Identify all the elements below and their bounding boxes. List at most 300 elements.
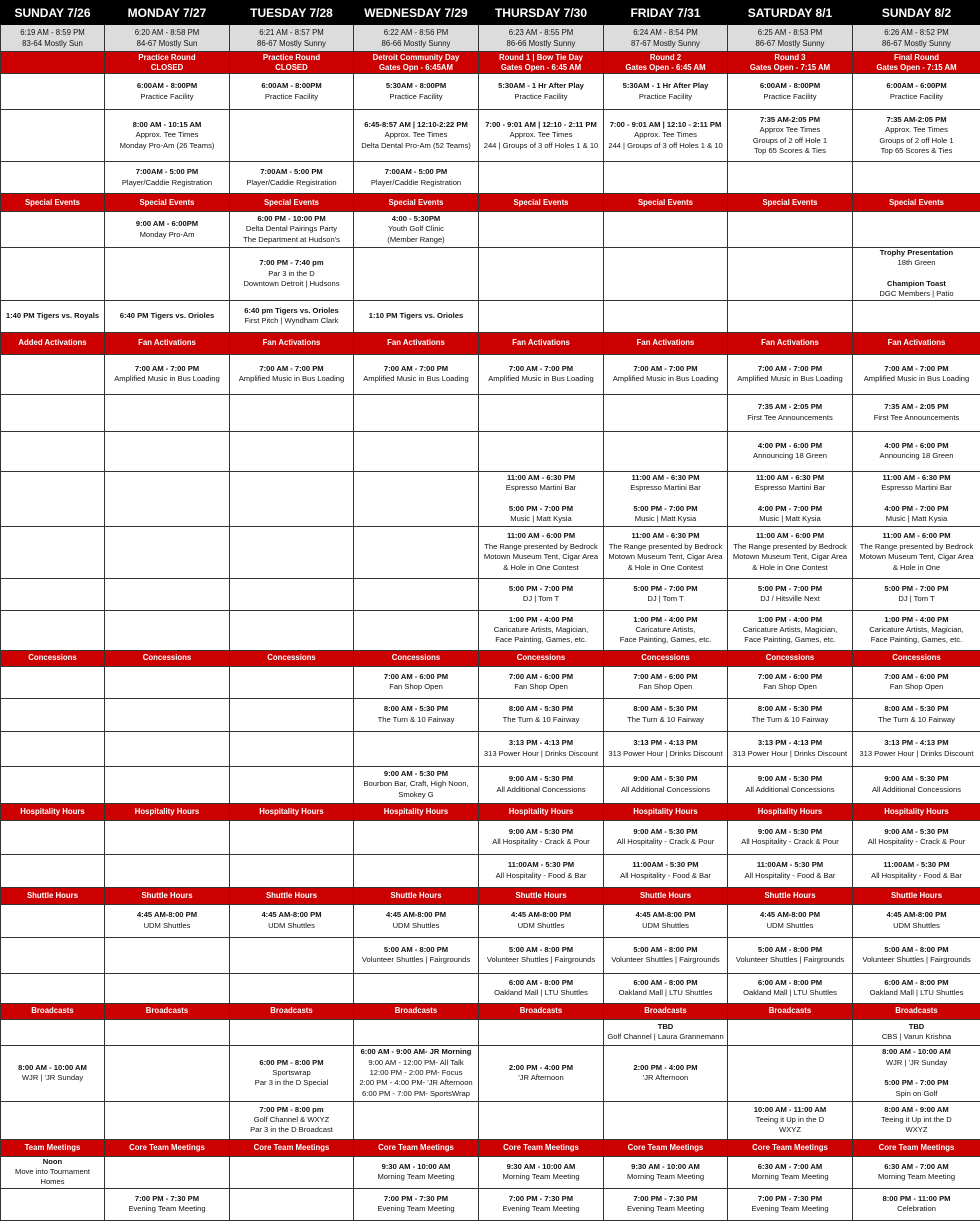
event-time: TBD: [855, 1022, 978, 1032]
section-label: Broadcasts: [31, 1006, 73, 1015]
schedule-cell: [354, 766, 479, 803]
section-label: Fan Activations: [512, 338, 570, 347]
section-label: Concessions: [892, 653, 941, 662]
schedule-row: [1, 471, 980, 526]
event-detail: Monday Pro-Am: [107, 230, 227, 240]
event-detail: Approx. Tee Times: [855, 125, 978, 135]
schedule-cell: [105, 1045, 230, 1101]
schedule-cell: [479, 666, 604, 698]
event-detail: Celebration: [855, 1204, 978, 1214]
event-detail: Player/Caddie Registration: [232, 178, 351, 188]
event-time: 1:10 PM Tigers vs. Orioles: [356, 311, 476, 321]
schedule-cell: [1, 110, 105, 162]
event-time: 9:00 AM - 5:30 PM: [481, 827, 601, 837]
event-detail: Golf Channel | Laura Grannemann: [606, 1032, 725, 1042]
schedule-cell: [1, 1101, 105, 1139]
section-label: Special Events: [139, 198, 194, 207]
section-label: Core Team Meetings: [752, 1143, 828, 1152]
schedule-cell: [479, 937, 604, 973]
section-label: Gates Open - 7:15 AM: [876, 63, 956, 72]
section-header-cell: [105, 887, 230, 904]
event-time: 6:00 AM - 8:00 PM: [606, 978, 725, 988]
schedule-cell: [479, 1045, 604, 1101]
schedule-cell: [105, 766, 230, 803]
section-label: Special Events: [388, 198, 443, 207]
schedule-cell: [105, 1188, 230, 1220]
section-label: Shuttle Hours: [891, 891, 942, 900]
section-label: Concessions: [267, 653, 316, 662]
schedule-cell: [728, 354, 853, 394]
event-detail: Practice Facility: [481, 92, 601, 102]
sun-times: 6:25 AM - 8:53 PM: [758, 28, 823, 37]
event-detail: 'JR Afternoon: [481, 1073, 601, 1083]
event-time: 5:00 PM - 7:00 PM: [481, 584, 601, 594]
schedule-cell: [853, 820, 980, 854]
schedule-cell: [728, 820, 853, 854]
event-time: 7:00 PM - 7:30 PM: [481, 1194, 601, 1204]
event-time: 11:00 AM - 6:30 PM: [606, 531, 725, 541]
event-detail: Practice Facility: [606, 92, 725, 102]
schedule-cell: [1, 854, 105, 887]
schedule-cell: [853, 766, 980, 803]
schedule-cell: [230, 1045, 354, 1101]
weather-cell: [604, 25, 728, 52]
schedule-cell: [1, 1156, 105, 1188]
schedule-cell: [853, 1019, 980, 1045]
event-detail: & Hole in One Contest: [730, 563, 850, 573]
section-label: Concessions: [143, 653, 192, 662]
schedule-cell: [604, 394, 728, 431]
section-header-cell: [479, 1003, 604, 1019]
schedule-cell: [604, 162, 728, 194]
section-header-row: [1, 803, 980, 820]
event-detail: The Range presented by Bedrock: [606, 542, 725, 552]
event-detail: Espresso Martini Bar: [855, 483, 978, 493]
event-time: 7:00 AM - 7:00 PM: [855, 364, 978, 374]
event-detail: Par 3 in the D Broadcast: [232, 1125, 351, 1135]
section-label: Hospitality Hours: [633, 807, 698, 816]
event-detail: Motown Museum Tent, Cigar Area: [606, 552, 725, 562]
event-time: 9:00 AM - 5:30 PM: [855, 774, 978, 784]
section-label: Hospitality Hours: [135, 807, 200, 816]
event-detail: Oakland Mall | LTU Shuttles: [481, 988, 601, 998]
event-detail: 313 Power Hour | Drinks Discount: [481, 749, 601, 759]
schedule-cell: [604, 354, 728, 394]
schedule-cell: [230, 973, 354, 1003]
event-time: 6:00AM - 8:00PM: [232, 81, 351, 91]
event-time: 6:30 AM - 7:00 AM: [855, 1162, 978, 1172]
section-header-cell: [230, 52, 354, 74]
schedule-cell: [354, 820, 479, 854]
schedule-cell: [604, 610, 728, 650]
schedule-cell: [1, 973, 105, 1003]
schedule-cell: [1, 431, 105, 471]
section-header-cell: [853, 194, 980, 212]
event-time: 7:00AM - 5:00 PM: [107, 167, 227, 177]
schedule-row: [1, 698, 980, 731]
schedule-cell: [728, 471, 853, 526]
schedule-cell: [1, 666, 105, 698]
event-detail: Amplified Music in Bus Loading: [232, 374, 351, 384]
section-header-cell: [479, 52, 604, 74]
event-time: 3:13 PM - 4:13 PM: [730, 738, 850, 748]
section-label: Fan Activations: [138, 338, 196, 347]
weather-cell: [354, 25, 479, 52]
schedule-row: [1, 394, 980, 431]
event-detail: 6:00 PM - 7:00 PM- SportsWrap: [356, 1089, 476, 1099]
event-time: 4:45 AM-8:00 PM: [606, 910, 725, 920]
event-detail: WJR | 'JR Sunday: [855, 1058, 978, 1068]
section-label: Shuttle Hours: [390, 891, 441, 900]
event-detail: Delta Dental Pro-Am (52 Teams): [356, 141, 476, 151]
section-label: Shuttle Hours: [27, 891, 78, 900]
event-time: 7:00 AM - 6:00 PM: [855, 672, 978, 682]
section-header-cell: [1, 52, 105, 74]
event-time: 9:00 AM - 5:30 PM: [606, 827, 725, 837]
schedule-cell: [479, 1156, 604, 1188]
schedule-cell: [479, 74, 604, 110]
event-detail: Morning Team Meeting: [855, 1172, 978, 1182]
schedule-cell: [1, 162, 105, 194]
schedule-cell: [728, 394, 853, 431]
schedule-cell: [728, 110, 853, 162]
event-detail: Fan Shop Open: [855, 682, 978, 692]
section-label: Shuttle Hours: [141, 891, 192, 900]
schedule-cell: [728, 1188, 853, 1220]
schedule-cell: [479, 471, 604, 526]
section-label: Broadcasts: [895, 1006, 937, 1015]
event-time: 7:00 AM - 6:00 PM: [606, 672, 725, 682]
event-detail: Teeing it Up int the D: [855, 1115, 978, 1125]
event-detail: UDM Shuttles: [730, 921, 850, 931]
event-detail: Evening Team Meeting: [481, 1204, 601, 1214]
event-detail: Top 65 Scores & Ties: [855, 146, 978, 156]
event-time: 4:45 AM-8:00 PM: [855, 910, 978, 920]
section-header-cell: [728, 332, 853, 354]
event-detail: Downtown Detroit | Hudsons: [232, 279, 351, 289]
schedule-cell: [230, 300, 354, 332]
event-detail: Music | Matt Kysia: [606, 514, 725, 524]
section-header-cell: [853, 52, 980, 74]
event-detail: Morning Team Meeting: [730, 1172, 850, 1182]
section-label: Gates Open - 7:15 AM: [750, 63, 830, 72]
event-detail: All Additional Concessions: [855, 785, 978, 795]
event-time: 6:00 AM - 8:00 PM: [730, 978, 850, 988]
event-detail: UDM Shuttles: [606, 921, 725, 931]
schedule-cell: [1, 904, 105, 937]
schedule-cell: [105, 610, 230, 650]
schedule-cell: [604, 74, 728, 110]
event-detail: Caricature Artists,: [606, 625, 725, 635]
event-detail: First Pitch | Wyndham Clark: [232, 316, 351, 326]
section-label: Special Events: [889, 198, 944, 207]
schedule-cell: [728, 731, 853, 766]
schedule-cell: [230, 431, 354, 471]
section-label: Concessions: [28, 653, 77, 662]
section-header-cell: [728, 887, 853, 904]
schedule-cell: [230, 471, 354, 526]
schedule-cell: [105, 394, 230, 431]
schedule-cell: [728, 526, 853, 578]
section-label: Core Team Meetings: [378, 1143, 454, 1152]
line-gap: [730, 494, 850, 504]
event-time: 2:00 PM - 4:00 PM: [606, 1063, 725, 1073]
section-header-cell: [604, 887, 728, 904]
section-label: Core Team Meetings: [254, 1143, 330, 1152]
event-time: 4:00 PM - 7:00 PM: [855, 504, 978, 514]
event-detail: Music | Matt Kysia: [855, 514, 978, 524]
event-detail: Motown Museum Tent, Cigar Area: [855, 552, 978, 562]
schedule-row: [1, 526, 980, 578]
sun-times: 6:22 AM - 8:56 PM: [384, 28, 449, 37]
event-detail: 244 | Groups of 3 off Holes 1 & 10: [606, 141, 725, 151]
event-time: 8:00 AM - 5:30 PM: [855, 704, 978, 714]
schedule-cell: [479, 610, 604, 650]
event-time: 7:00 AM - 7:00 PM: [232, 364, 351, 374]
schedule-cell: [354, 74, 479, 110]
event-detail: Announcing 18 Green: [730, 451, 850, 461]
event-time: 6:40 PM Tigers vs. Orioles: [107, 311, 227, 321]
event-detail: 2:00 PM - 4:00 PM- 'JR Afternoon: [356, 1078, 476, 1088]
schedule-cell: [1, 248, 105, 301]
schedule-cell: [853, 578, 980, 610]
schedule-row: [1, 578, 980, 610]
schedule-cell: [354, 1156, 479, 1188]
event-detail: Practice Facility: [356, 92, 476, 102]
event-detail: The Turn & 10 Fairway: [730, 715, 850, 725]
schedule-cell: [230, 820, 354, 854]
event-time: 7:00 PM - 8:00 pm: [232, 1105, 351, 1115]
schedule-cell: [604, 1019, 728, 1045]
event-detail: DJ | Tom T: [481, 594, 601, 604]
section-header-cell: [230, 803, 354, 820]
schedule-cell: [105, 162, 230, 194]
schedule-cell: [354, 1101, 479, 1139]
section-header-row: [1, 887, 980, 904]
event-detail: Music | Matt Kysia: [730, 514, 850, 524]
schedule-cell: [105, 354, 230, 394]
event-detail: All Additional Concessions: [606, 785, 725, 795]
event-time: 6:00 PM - 8:00 PM: [232, 1058, 351, 1068]
event-time: 7:00 - 9:01 AM | 12:10 - 2:11 PM: [606, 120, 725, 130]
section-header-cell: [230, 1139, 354, 1156]
forecast: 86-67 Mostly Sunny: [882, 39, 951, 48]
schedule-cell: [479, 394, 604, 431]
schedule-cell: [728, 698, 853, 731]
event-time: 5:00 AM - 8:00 PM: [855, 945, 978, 955]
event-time: 2:00 PM - 4:00 PM: [481, 1063, 601, 1073]
event-time: 7:00 PM - 7:30 PM: [606, 1194, 725, 1204]
schedule-row: [1, 431, 980, 471]
schedule-cell: [479, 1101, 604, 1139]
event-time: 7:00 AM - 6:00 PM: [481, 672, 601, 682]
section-label: Broadcasts: [644, 1006, 686, 1015]
section-label: Fan Activations: [888, 338, 946, 347]
section-header-cell: [604, 52, 728, 74]
section-label: Detroit Community Day: [373, 53, 460, 62]
section-label: Concessions: [517, 653, 566, 662]
event-detail: 313 Power Hour | Drinks Discount: [730, 749, 850, 759]
event-time: 6:45-8:57 AM | 12:10-2:22 PM: [356, 120, 476, 130]
event-detail: Top 65 Scores & Ties: [730, 146, 850, 156]
section-label: Broadcasts: [146, 1006, 188, 1015]
event-detail: Morning Team Meeting: [481, 1172, 601, 1182]
schedule-cell: [354, 904, 479, 937]
forecast: 83-64 Mostly Sun: [22, 39, 83, 48]
event-detail: Volunteer Shuttles | Fairgrounds: [855, 955, 978, 965]
event-time: 9:30 AM - 10:00 AM: [481, 1162, 601, 1172]
event-detail: Motown Museum Tent, Cigar Area: [481, 552, 601, 562]
sun-times: 6:21 AM - 8:57 PM: [259, 28, 324, 37]
event-time: 6:40 pm Tigers vs. Orioles: [232, 306, 351, 316]
section-label: Broadcasts: [769, 1006, 811, 1015]
section-label: Concessions: [641, 653, 690, 662]
event-detail: Fan Shop Open: [606, 682, 725, 692]
section-header-cell: [728, 1003, 853, 1019]
schedule-cell: [1, 354, 105, 394]
section-label: Core Team Meetings: [129, 1143, 205, 1152]
schedule-cell: [604, 973, 728, 1003]
section-header-cell: [230, 1003, 354, 1019]
event-detail: Espresso Martini Bar: [730, 483, 850, 493]
event-detail: Youth Golf Clinic: [356, 224, 476, 234]
schedule-cell: [479, 904, 604, 937]
schedule-row: [1, 1045, 980, 1101]
schedule-cell: [853, 904, 980, 937]
schedule-cell: [354, 973, 479, 1003]
line-gap: [855, 269, 978, 279]
schedule-row: [1, 666, 980, 698]
section-label: Special Events: [25, 198, 80, 207]
schedule-cell: [479, 431, 604, 471]
schedule-cell: [1, 1188, 105, 1220]
event-time: 8:00 AM - 5:30 PM: [606, 704, 725, 714]
event-time: 5:00 AM - 8:00 PM: [356, 945, 476, 955]
schedule-cell: [604, 578, 728, 610]
event-detail: 18th Green: [855, 258, 978, 268]
schedule-cell: [604, 854, 728, 887]
event-detail: Volunteer Shuttles | Fairgrounds: [481, 955, 601, 965]
event-detail: Evening Team Meeting: [730, 1204, 850, 1214]
section-header-cell: [354, 1139, 479, 1156]
event-detail: Espresso Martini Bar: [606, 483, 725, 493]
section-header-row: [1, 52, 980, 74]
event-time: 7:00 PM - 7:30 PM: [356, 1194, 476, 1204]
section-header-cell: [604, 1003, 728, 1019]
event-time: 6:00 AM - 8:00 PM: [855, 978, 978, 988]
schedule-row: [1, 973, 980, 1003]
section-label: Practice Round: [138, 53, 195, 62]
section-header-cell: [354, 803, 479, 820]
event-time: 8:00 AM - 10:00 AM: [3, 1063, 102, 1073]
event-detail: Par 3 in the D Special: [232, 1078, 351, 1088]
event-detail: DJ | Tom T: [606, 594, 725, 604]
schedule-cell: [479, 526, 604, 578]
section-label: CLOSED: [275, 63, 308, 72]
event-time: 11:00AM - 5:30 PM: [855, 860, 978, 870]
forecast: 86-66 Mostly Sunny: [382, 39, 451, 48]
event-detail: WXYZ: [855, 1125, 978, 1135]
event-detail: Player/Caddie Registration: [356, 178, 476, 188]
event-detail: The Turn & 10 Fairway: [855, 715, 978, 725]
event-detail: Player/Caddie Registration: [107, 178, 227, 188]
line-gap: [855, 494, 978, 504]
schedule-cell: [105, 248, 230, 301]
forecast: 87-67 Mostly Sunny: [631, 39, 700, 48]
section-header-cell: [1, 803, 105, 820]
day-header: SUNDAY 8/2: [853, 1, 980, 25]
event-detail: Amplified Music in Bus Loading: [730, 374, 850, 384]
event-time: 3:13 PM - 4:13 PM: [855, 738, 978, 748]
section-label: Hospitality Hours: [884, 807, 949, 816]
event-time: 10:00 AM - 11:00 AM: [730, 1105, 850, 1115]
schedule-cell: [1, 820, 105, 854]
event-time: 6:00 AM - 8:00 PM: [481, 978, 601, 988]
section-label: Special Events: [264, 198, 319, 207]
event-time: 5:00 PM - 7:00 PM: [855, 1078, 978, 1088]
weather-cell: [728, 25, 853, 52]
event-time: 6:00AM - 8:00PM: [730, 81, 850, 91]
sun-times: 6:20 AM - 8:58 PM: [135, 28, 200, 37]
event-detail: UDM Shuttles: [107, 921, 227, 931]
event-detail: DJ | Tom T: [855, 594, 978, 604]
event-time: 7:00 AM - 7:00 PM: [107, 364, 227, 374]
schedule-cell: [230, 731, 354, 766]
schedule-cell: [853, 74, 980, 110]
day-header-row: [1, 1, 980, 25]
event-detail: All Hospitality - Food & Bar: [481, 871, 601, 881]
schedule-cell: [728, 1019, 853, 1045]
event-detail: Fan Shop Open: [481, 682, 601, 692]
event-time: Champion Toast: [855, 279, 978, 289]
weather-cell: [1, 25, 105, 52]
schedule-cell: [479, 731, 604, 766]
event-time: 5:30AM - 1 Hr After Play: [481, 81, 601, 91]
event-detail: 'JR Afternoon: [606, 1073, 725, 1083]
schedule-cell: [354, 300, 479, 332]
section-label: Hospitality Hours: [259, 807, 324, 816]
section-header-cell: [230, 332, 354, 354]
event-time: 9:00 AM - 5:30 PM: [730, 827, 850, 837]
section-header-row: [1, 332, 980, 354]
section-header-cell: [105, 803, 230, 820]
section-label: Hospitality Hours: [384, 807, 449, 816]
section-header-cell: [479, 194, 604, 212]
section-label: Hospitality Hours: [509, 807, 574, 816]
schedule-cell: [230, 74, 354, 110]
line-gap: [855, 1068, 978, 1078]
section-header-cell: [604, 194, 728, 212]
schedule-cell: [230, 1156, 354, 1188]
event-time: 7:35 AM-2:05 PM: [855, 115, 978, 125]
schedule-cell: [853, 526, 980, 578]
forecast: 86-67 Mostly Sunny: [756, 39, 825, 48]
section-header-cell: [1, 1003, 105, 1019]
schedule-cell: [853, 854, 980, 887]
event-detail: All Additional Concessions: [730, 785, 850, 795]
event-time: 5:00 AM - 8:00 PM: [606, 945, 725, 955]
schedule-cell: [230, 578, 354, 610]
section-header-cell: [105, 1003, 230, 1019]
event-detail: Oakland Mall | LTU Shuttles: [606, 988, 725, 998]
schedule-cell: [728, 610, 853, 650]
section-header-cell: [1, 1139, 105, 1156]
event-time: 8:00 AM - 5:30 PM: [730, 704, 850, 714]
event-time: 1:00 PM - 4:00 PM: [730, 615, 850, 625]
section-label: Core Team Meetings: [628, 1143, 704, 1152]
schedule-cell: [105, 820, 230, 854]
event-detail: UDM Shuttles: [232, 921, 351, 931]
